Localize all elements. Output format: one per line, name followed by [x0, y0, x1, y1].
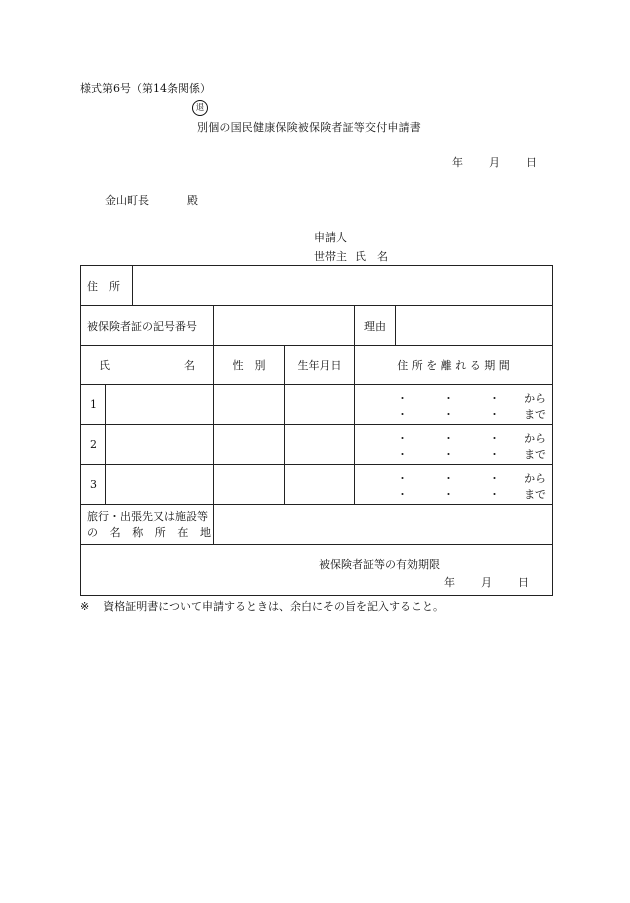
name-header: 氏 名: [81, 346, 214, 385]
period-separator: ・: [489, 488, 500, 501]
reason-label: 理由: [355, 306, 396, 346]
destination-row: [81, 505, 553, 545]
period-separator: ・: [489, 392, 500, 405]
row-birth-field[interactable]: [285, 465, 355, 505]
addressee-honorific: 殿: [187, 194, 198, 207]
destination-label: [81, 505, 214, 545]
period-separator: ・: [443, 472, 454, 485]
row-name-field[interactable]: [106, 385, 214, 425]
row-number: 2: [81, 425, 106, 465]
date-year: 年: [452, 156, 463, 169]
period-separator: ・: [489, 408, 500, 421]
period-header: 住 所 を 離 れ る 期 間: [355, 346, 553, 385]
row-period-field[interactable]: [355, 465, 553, 505]
row-name-field[interactable]: [106, 465, 214, 505]
row-gender-field[interactable]: [214, 425, 285, 465]
period-separator: ・: [397, 408, 408, 421]
row-number: 3: [81, 465, 106, 505]
period-separator: ・: [443, 488, 454, 501]
table-row: [81, 385, 553, 425]
footnote-mark: ※: [80, 600, 90, 613]
period-to-label: まで: [524, 488, 547, 501]
address-field[interactable]: [133, 266, 553, 306]
date-month: 月: [489, 156, 500, 169]
period-from-label: から: [524, 392, 547, 405]
address-row: [81, 266, 553, 306]
period-separator: ・: [489, 472, 500, 485]
validity-date: 年 月 日: [444, 576, 529, 589]
row-number: 1: [81, 385, 106, 425]
period-from-label: から: [524, 472, 547, 485]
row-birth-field[interactable]: [285, 425, 355, 465]
period-separator: ・: [443, 432, 454, 445]
application-form-table: [80, 265, 553, 596]
destination-label-line1: 旅行・出張先又は施設等: [87, 509, 208, 523]
applicant-label: 申請人: [314, 231, 347, 244]
row-period-field[interactable]: [355, 425, 553, 465]
destination-field[interactable]: [214, 505, 553, 545]
header-row: [81, 346, 553, 385]
validity-label: 被保険者証等の有効期限: [319, 558, 440, 571]
table-row: [81, 465, 553, 505]
address-label: 住 所: [81, 266, 133, 306]
footnote: [80, 601, 444, 612]
insured-number-row: [81, 306, 553, 346]
gender-header: 性 別: [214, 346, 285, 385]
period-separator: ・: [397, 392, 408, 405]
insured-number-field[interactable]: [214, 306, 355, 346]
validity-cell[interactable]: [81, 545, 553, 596]
insured-number-label: 被保険者証の記号番号: [81, 306, 214, 346]
validity-row: [81, 545, 553, 596]
row-period-field[interactable]: [355, 385, 553, 425]
row-gender-field[interactable]: [214, 465, 285, 505]
footnote-text: 資格証明書について申請するときは、余白にその旨を記入すること。: [103, 600, 444, 613]
name-label: 氏 名: [355, 250, 388, 263]
application-date: [452, 157, 537, 168]
addressee: [105, 195, 198, 206]
period-separator: ・: [443, 408, 454, 421]
period-from-label: から: [524, 432, 547, 445]
row-gender-field[interactable]: [214, 385, 285, 425]
birth-header: 生年月日: [285, 346, 355, 385]
period-separator: ・: [397, 432, 408, 445]
period-separator: ・: [443, 392, 454, 405]
row-name-field[interactable]: [106, 425, 214, 465]
row-birth-field[interactable]: [285, 385, 355, 425]
period-separator: ・: [397, 472, 408, 485]
destination-label-line2: の 名 称 所 在 地: [87, 525, 211, 539]
date-day: 日: [526, 156, 537, 169]
table-row: [81, 425, 553, 465]
household-head-label: 世帯主: [314, 250, 347, 263]
document-title: 別個の国民健康保険被保険者証等交付申請書: [197, 121, 421, 134]
period-separator: ・: [397, 488, 408, 501]
form-number: 様式第6号（第14条関係）: [80, 82, 211, 95]
period-to-label: まで: [524, 408, 547, 421]
withdrawal-mark-icon: 退: [192, 100, 208, 116]
period-separator: ・: [489, 432, 500, 445]
reason-field[interactable]: [396, 306, 553, 346]
household-head: [314, 251, 388, 262]
period-separator: ・: [397, 448, 408, 461]
period-separator: ・: [443, 448, 454, 461]
period-separator: ・: [489, 448, 500, 461]
addressee-name: 金山町長: [105, 194, 149, 207]
period-to-label: まで: [524, 448, 547, 461]
